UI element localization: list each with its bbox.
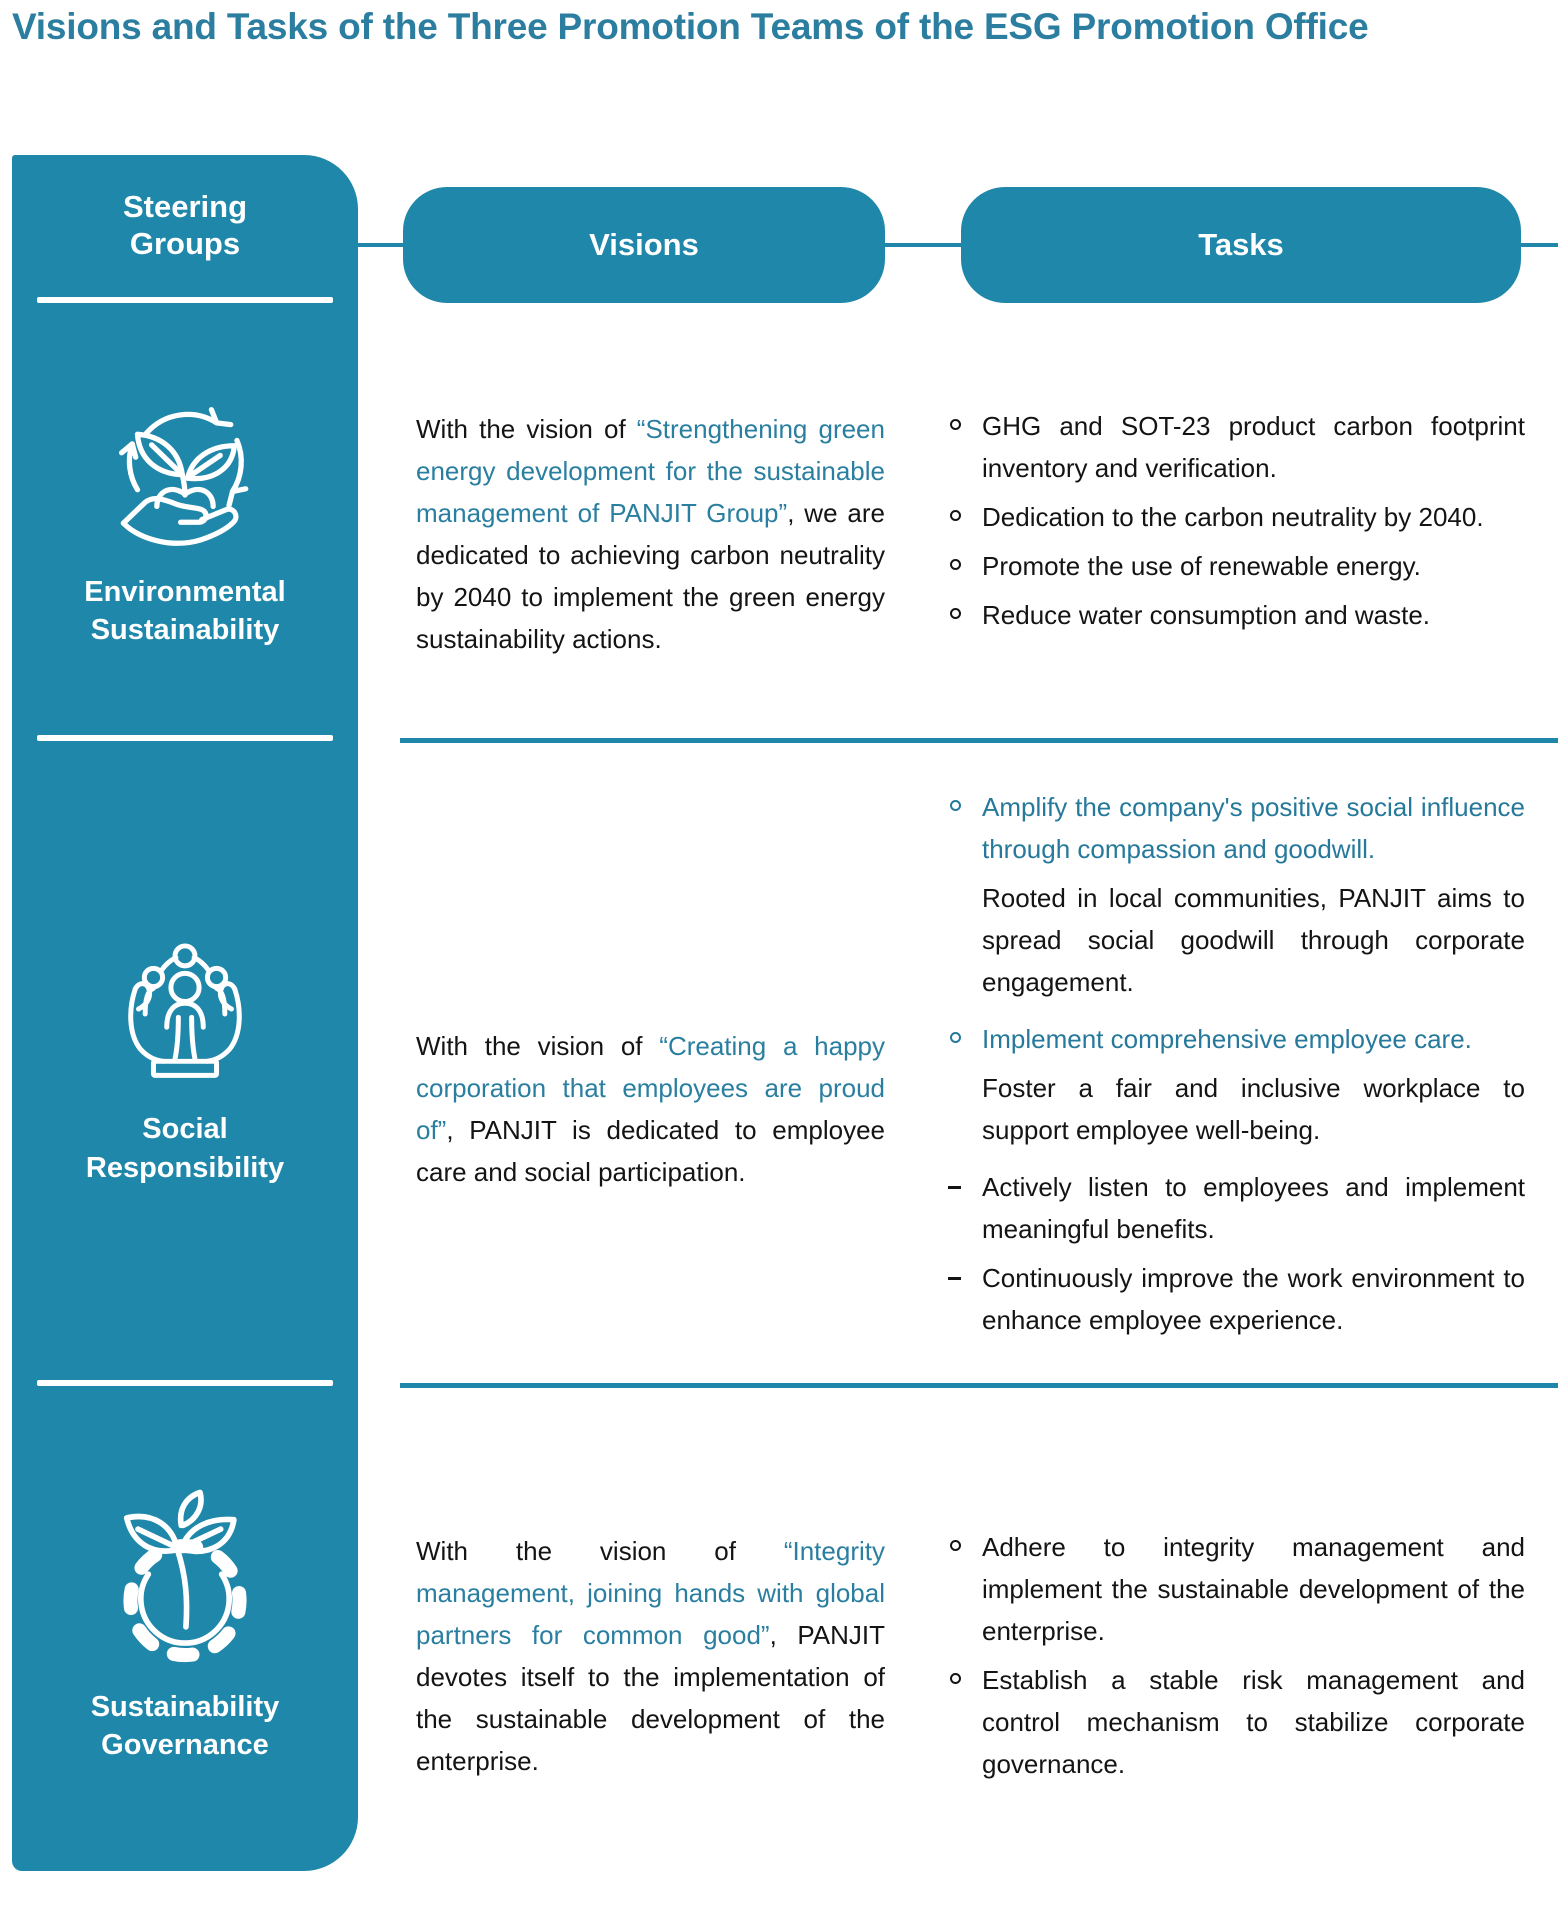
dash-bullet [948,1257,982,1341]
vision-prefix: With the vision of [416,1031,660,1061]
vision-quote: “Strengthening green energy development for the sustainable management of PANJIT Group” [416,413,885,528]
task-item [948,1659,1525,1785]
vision-text [416,1530,885,1782]
circle-bullet [948,1018,982,1060]
task-text: Reduce water consumption and waste. [982,600,1431,630]
task-text: Dedication to the carbon neutrality by 2040. [982,502,1484,532]
task-text: Adhere to integrity management and implement the sustainable development of the enterprise. [982,1532,1525,1646]
vision-suffix: , PANJIT devotes itself to the implementation of the sustainable development of the enterprise. [416,1619,885,1776]
no-bullet [948,877,982,1003]
visions-header-label: Visions [589,227,699,262]
task-item [948,1018,1525,1060]
task-text: Promote the use of renewable energy. [982,551,1421,581]
task-text: Establish a stable risk management and control mechanism to stabilize corporate governance. [982,1665,1525,1779]
tasks-list [948,786,1525,1341]
steering-groups-sidebar [12,155,358,1871]
circle-bullet [948,545,982,587]
tasks-header-label: Tasks [1198,227,1284,262]
vision-suffix: , we are dedicated to achieving carbon neutrality by 2040 to implement the green energy sustainability actions. [416,497,885,654]
task-text: Rooted in local communities, PANJIT aims to spread social goodwill through corporate engagement. [982,882,1525,997]
vision-text [416,1025,885,1193]
group-label: Environmental Sustainability [84,575,286,646]
task-text: GHG and SOT-23 product carbon footprint inventory and verification. [982,411,1525,483]
hand-plant-recycle-icon [97,389,273,557]
task-text: Foster a fair and inclusive workplace to support employee well-being. [982,1072,1525,1145]
task-item [948,405,1525,489]
sidebar-group-governance [12,1386,358,1862]
task-item [948,786,1525,870]
task-item [948,545,1525,587]
tasks-list [948,405,1525,636]
steering-groups-header [12,155,358,297]
tasks-column-header [961,187,1521,303]
hands-holding-people-icon [102,934,268,1094]
no-bullet [948,1067,982,1151]
row-governance [400,1388,1558,1923]
group-label: Social Responsibility [85,1113,285,1184]
circle-bullet [948,1526,982,1652]
group-label: Sustainability Governance [90,1690,280,1761]
circle-bullet [948,594,982,636]
vision-prefix: With the vision of [416,1535,784,1566]
row-social [400,743,1558,1383]
sidebar-group-environmental [12,303,358,735]
task-text: Continuously improve the work environment to enhance employee experience. [982,1262,1525,1335]
task-item [948,1257,1525,1341]
tasks-list [948,1526,1525,1785]
row-environmental [400,303,1558,738]
vision-quote: “Integrity management, joining hands with global partners for common good” [416,1535,885,1650]
visions-column-header [403,187,885,303]
vision-quote: “Creating a happy corporation that employees are proud of” [416,1031,885,1145]
vision-suffix: , PANJIT is dedicated to employee care and social participation. [416,1115,885,1187]
dash-bullet [948,1166,982,1250]
task-item [948,1526,1525,1652]
task-item [948,1166,1525,1250]
vision-prefix: With the vision of [416,413,637,444]
task-text: Implement comprehensive employee care. [982,1023,1472,1054]
sidebar-group-social [12,741,358,1380]
steering-groups-label: Steering Groups [122,189,248,261]
circle-bullet [948,496,982,538]
task-text: Amplify the company's positive social influence through compassion and goodwill. [982,791,1525,864]
circle-bullet [948,405,982,489]
circle-bullet [948,786,982,870]
task-item [948,594,1525,636]
vision-text [416,408,885,660]
task-item [948,1067,1525,1151]
task-item [948,877,1525,1003]
circle-bullet [948,1659,982,1785]
task-text: Actively listen to employees and implement meaningful benefits. [982,1171,1525,1244]
page-title: Visions and Tasks of the Three Promotion Teams of the ESG Promotion Office [12,6,1369,47]
gear-plant-icon [91,1484,279,1672]
task-item [948,496,1525,538]
